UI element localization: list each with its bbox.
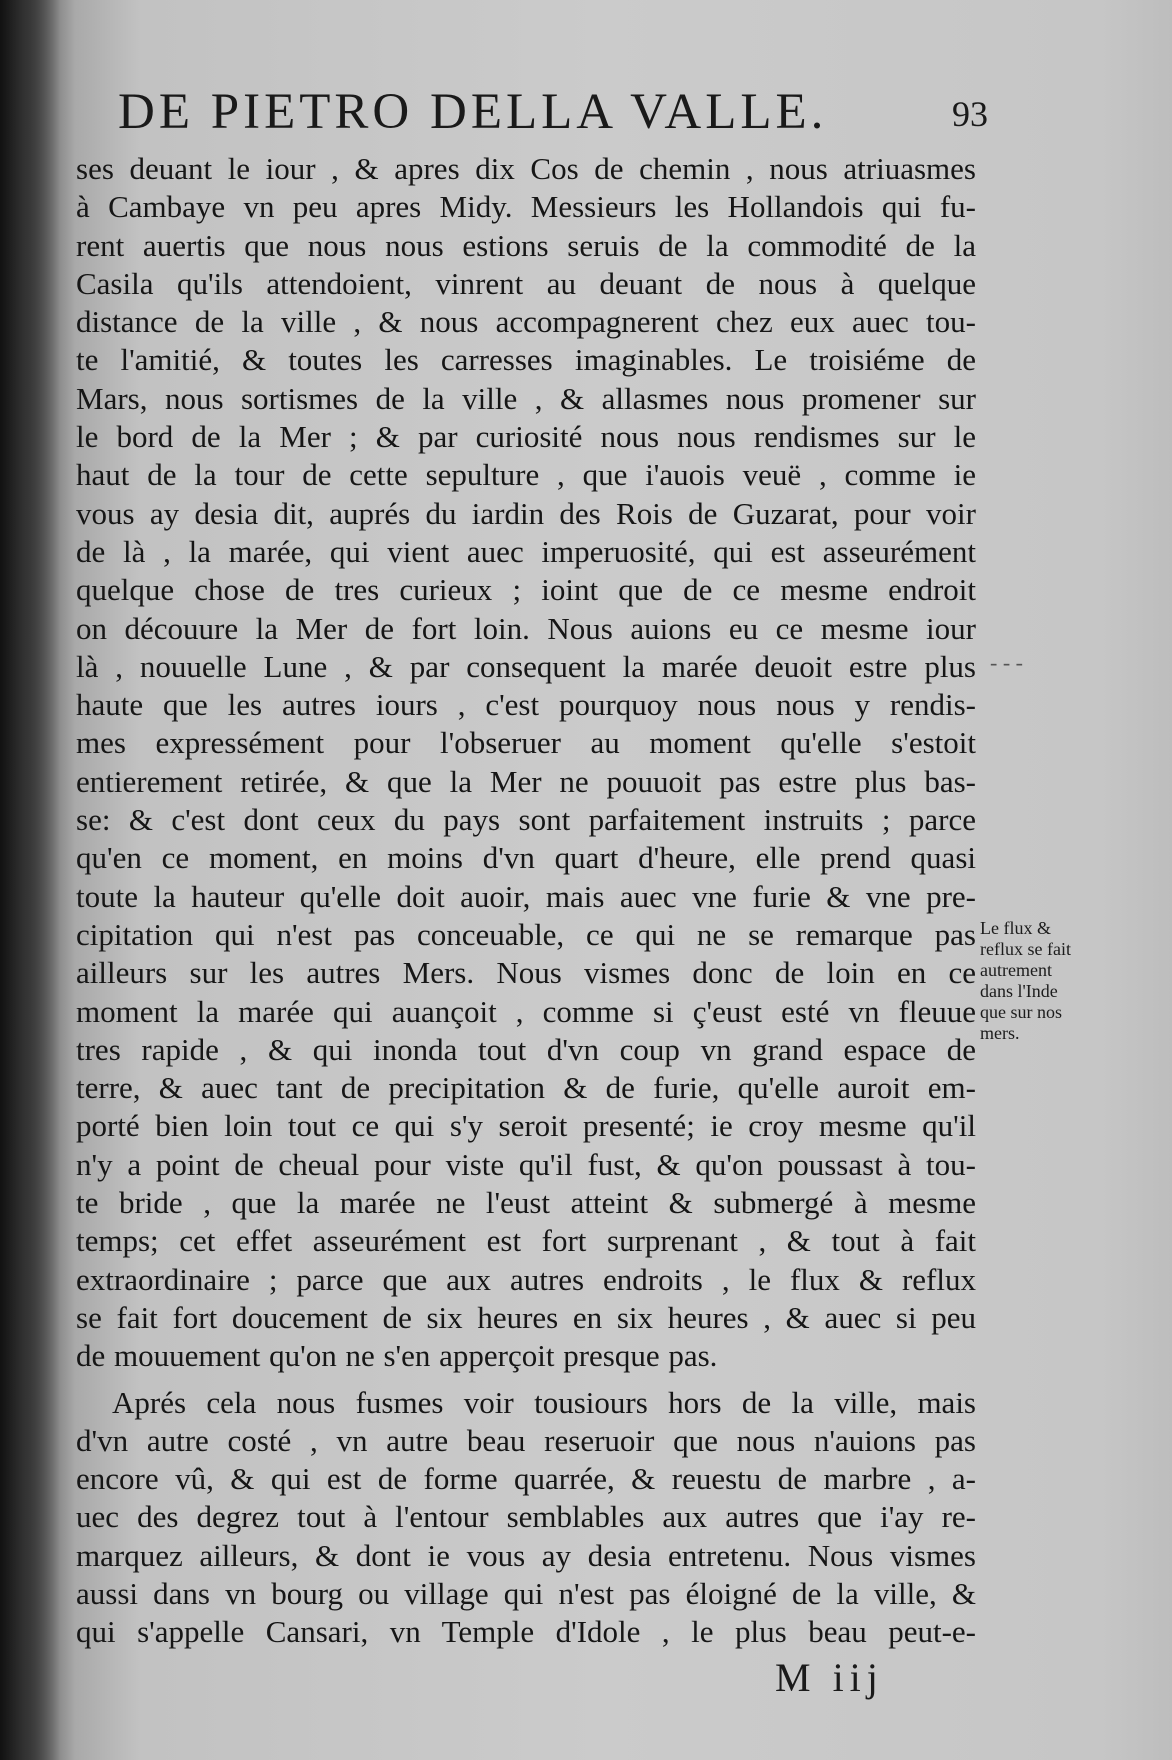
text-line: vous ay desia dit, auprés du iardin des Rois de Guzarat, pour voir bbox=[76, 495, 976, 531]
paragraph-gap bbox=[76, 1376, 976, 1384]
running-title: DE PIETRO DELLA VALLE. bbox=[118, 84, 828, 140]
text-line: là , nouuelle Lune , & par consequent la marée deuoit estre plus bbox=[76, 648, 976, 684]
text-line: mes expressément pour l'obseruer au moment qu'elle s'estoit bbox=[76, 725, 976, 761]
text-line: Aprés cela nous fusmes voir tousiours hors de la ville, mais bbox=[112, 1384, 976, 1420]
text-line: haute que les autres iours , c'est pourquoy nous nous y rendis- bbox=[76, 687, 976, 723]
text-line: extraordinaire ; parce que aux autres endroits , le flux & reflux bbox=[76, 1261, 976, 1297]
text-line: qui s'appelle Cansari, vn Temple d'Idole , le plus beau peut-e- bbox=[76, 1614, 976, 1650]
text-line: marquez ailleurs, & dont ie vous ay desia entretenu. Nous vismes bbox=[76, 1537, 976, 1573]
text-line: on découure la Mer de fort loin. Nous auions eu ce mesme iour bbox=[76, 610, 976, 646]
marginal-note-line: Le flux & bbox=[980, 918, 1051, 938]
running-head bbox=[118, 80, 988, 150]
signature-mark: M iij bbox=[775, 1655, 884, 1700]
marginal-note-line: mers. bbox=[980, 1023, 1020, 1043]
text-line: encore vû, & qui est de forme quarrée, & reuestu de marbre , a- bbox=[76, 1461, 976, 1497]
text-line: se: & c'est dont ceux du pays sont parfaitement instruits ; parce bbox=[76, 802, 976, 838]
marginal-note-line: dans l'Inde bbox=[980, 981, 1058, 1001]
marginal-note-line: reflux se fait bbox=[980, 939, 1071, 959]
text-line: temps; cet effet asseurément est fort surprenant , & tout à fait bbox=[76, 1223, 976, 1259]
marginal-note-line: que sur nos bbox=[980, 1002, 1062, 1022]
text-line: Casila qu'ils attendoient, vinrent au deuant de nous à quelque bbox=[76, 265, 976, 301]
text-line: moment la marée qui auançoit , comme si ç'eust esté vn fleuue bbox=[76, 993, 976, 1029]
text-line: tres rapide , & qui inonda tout d'vn coup vn grand espace de bbox=[76, 1031, 976, 1067]
text-line: Mars, nous sortismes de la ville , & allasmes nous promener sur bbox=[76, 380, 976, 416]
text-line: le bord de la Mer ; & par curiosité nous nous rendismes sur le bbox=[76, 419, 976, 455]
text-line: te l'amitié, & toutes les carresses imaginables. Le troisiéme de bbox=[76, 342, 976, 378]
marginal-note bbox=[980, 918, 1072, 1044]
text-line: te bride , que la marée ne l'eust atteint & submergé à mesme bbox=[76, 1185, 976, 1221]
text-line: ailleurs sur les autres Mers. Nous vismes donc de loin en ce bbox=[76, 955, 976, 991]
text-line: ses deuant le iour , & apres dix Cos de chemin , nous atriuasmes bbox=[76, 151, 976, 186]
text-line: haut de la tour de cette sepulture , que i'auois veuë , comme ie bbox=[76, 457, 976, 493]
gutter-shadow bbox=[0, 0, 60, 1760]
text-line: distance de la ville , & nous accompagnerent chez eux auec tou- bbox=[76, 304, 976, 340]
marginal-note-line: autrement bbox=[980, 960, 1052, 980]
page-number: 93 bbox=[952, 94, 988, 134]
text-line: quelque chose de tres curieux ; ioint que de ce mesme endroit bbox=[76, 572, 976, 608]
body-text bbox=[76, 150, 976, 1652]
text-line: uec des degrez tout à l'entour semblables aux autres que i'ay re- bbox=[76, 1499, 976, 1535]
text-line: de mouuement qu'on ne s'en apperçoit presque pas. bbox=[76, 1338, 718, 1374]
text-line: se fait fort doucement de six heures en six heures , & auec si peu bbox=[76, 1299, 976, 1335]
text-line: porté bien loin tout ce qui s'y seroit presenté; ie croy mesme qu'il bbox=[76, 1108, 976, 1144]
text-line: rent auertis que nous nous estions seruis de la commodité de la bbox=[76, 227, 976, 263]
text-line: entierement retirée, & que la Mer ne pouuoit pas estre plus bas- bbox=[76, 763, 976, 799]
text-line: de là , la marée, qui vient auec imperuosité, qui est asseurément bbox=[76, 533, 976, 569]
text-line: à Cambaye vn peu apres Midy. Messieurs les Hollandois qui fu- bbox=[76, 189, 976, 225]
text-line: cipitation qui n'est pas conceuable, ce qui ne se remarque pas bbox=[76, 916, 976, 952]
text-line: d'vn autre costé , vn autre beau reseruoir que nous n'auions pas bbox=[76, 1422, 976, 1458]
margin-mark: - - - bbox=[990, 650, 1023, 675]
text-line: qu'en ce moment, en moins d'vn quart d'heure, elle prend quasi bbox=[76, 840, 976, 876]
text-line: aussi dans vn bourg ou village qui n'est pas éloigné de la ville, & bbox=[76, 1575, 976, 1611]
text-line: terre, & auec tant de precipitation & de furie, qu'elle auroit em- bbox=[76, 1070, 976, 1106]
text-line: n'y a point de cheual pour viste qu'il fust, & qu'on poussast à tou- bbox=[76, 1146, 976, 1182]
text-line: toute la hauteur qu'elle doit auoir, mais auec vne furie & vne pre- bbox=[76, 878, 976, 914]
